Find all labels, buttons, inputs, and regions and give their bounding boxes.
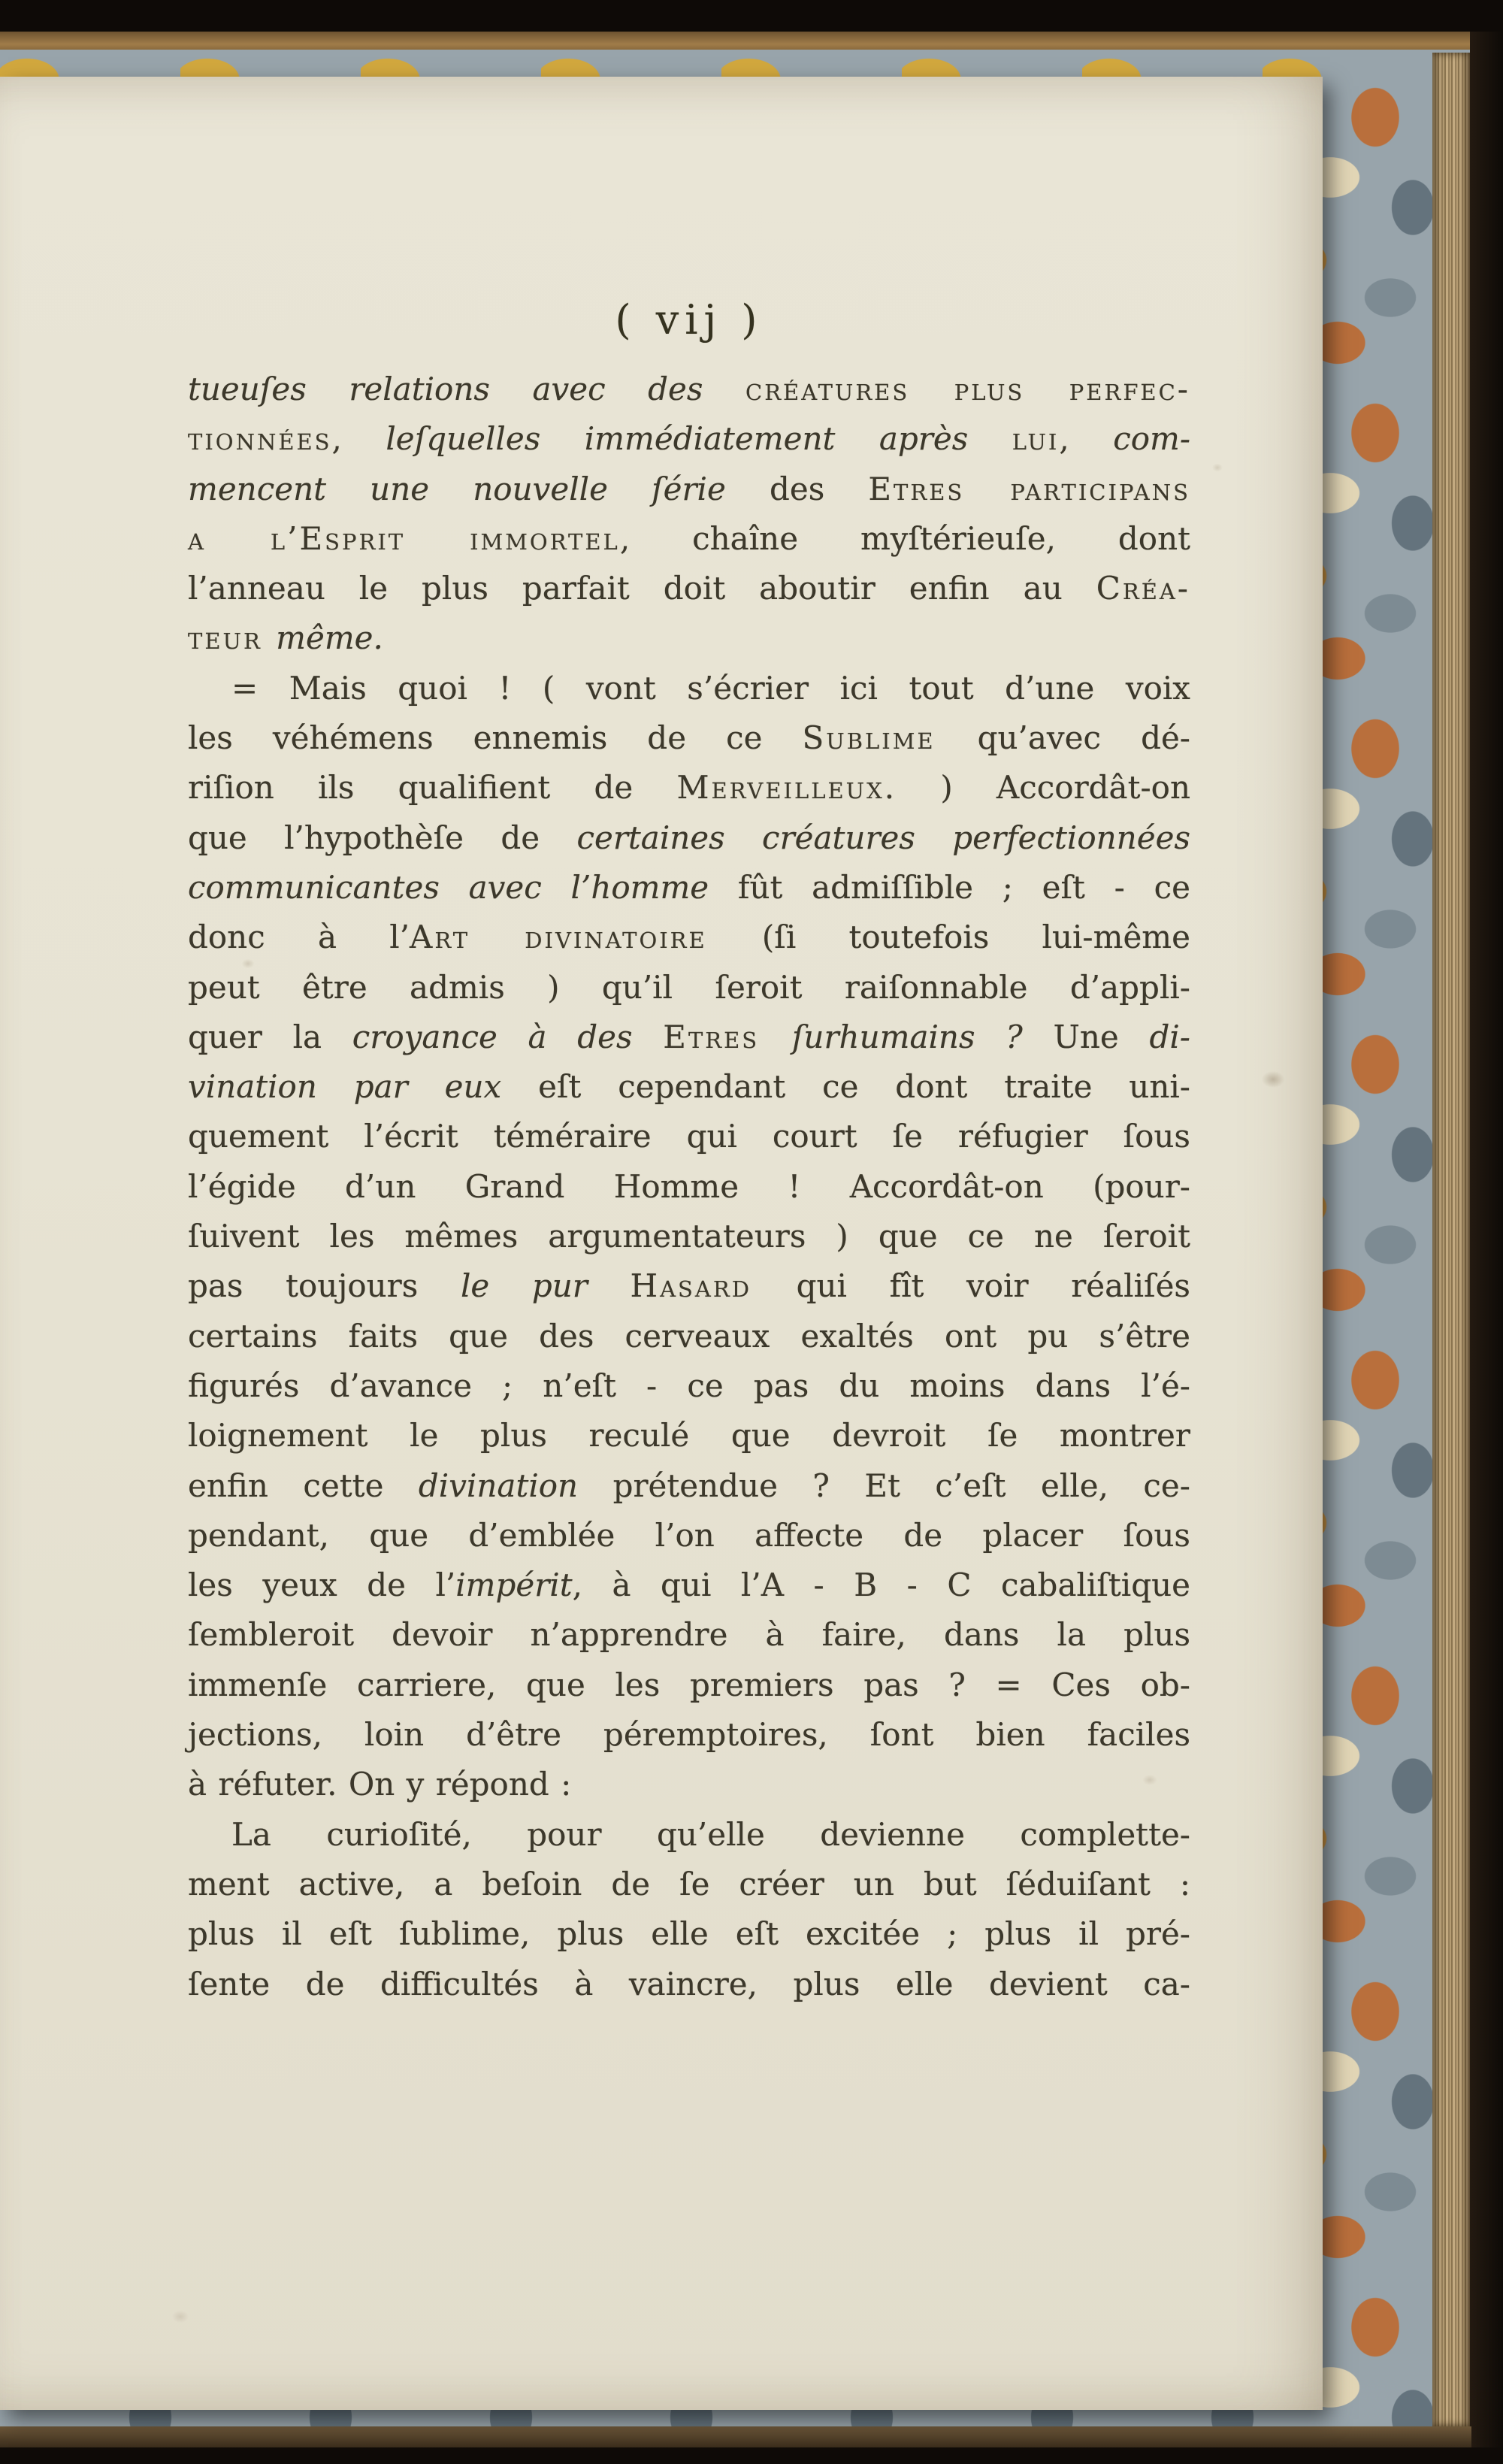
text-line [188, 963, 1190, 1013]
text-segment: ſente de difficultés à vaincre, plus elle devient ca- [188, 1965, 1190, 2002]
text-segment: Une [1053, 1018, 1150, 1055]
text-line [188, 1760, 1190, 1809]
text-segment: certaines créatures perfectionnées [576, 819, 1190, 856]
text-line [188, 763, 1190, 813]
text-segment: vination par eux [188, 1068, 539, 1106]
text-line [188, 913, 1190, 962]
text-segment: les véhémens ennemis de ce [188, 719, 803, 757]
text-segment: (ſi toutefois lui-même [761, 919, 1190, 956]
text-segment: ment active, a beſoin de ſe créer un but ſéduiſant : [188, 1865, 1190, 1902]
text-line [188, 1162, 1190, 1212]
text-segment: di- [1149, 1018, 1190, 1055]
text-line [188, 1411, 1190, 1461]
text-segment: plus il eſt ſublime, plus elle eſt excitée ; plus il pré- [188, 1915, 1190, 1953]
text-segment: l’anneau le plus parfait doit aboutir enfin au [188, 570, 1096, 607]
text-segment: ) Accordât-on [897, 769, 1190, 807]
text-line [188, 613, 1190, 663]
text-line [188, 1810, 1190, 1860]
text-segment: , chaîne myſtérieuſe, dont [619, 519, 1191, 557]
text-segment: teur [188, 619, 277, 657]
text-segment: Hasard [630, 1267, 797, 1305]
text-line [188, 465, 1190, 514]
text-segment: , [331, 420, 386, 458]
text-line [188, 564, 1190, 613]
text-segment: leſquelles immédiatement après [386, 420, 1012, 458]
book-cover-bottom-edge [0, 2426, 1471, 2447]
text-segment: = Mais quoi ! ( vont s’écrier ici tout d’une voix [231, 669, 1190, 707]
text-segment: lui [1012, 420, 1060, 458]
text-line [188, 1261, 1190, 1311]
text-segment: a l’Esprit immortel [188, 519, 620, 557]
book-cover-top-edge [0, 32, 1486, 50]
text-line [188, 514, 1190, 564]
text-segment: La curioſité, pour qu’elle devienne complette- [231, 1815, 1190, 1853]
text-line [188, 1013, 1190, 1062]
text-segment: ſurhumains ? [791, 1018, 1054, 1055]
text-segment: ſuivent les mêmes argumentateurs ) que ce ne ſeroit [188, 1218, 1190, 1255]
text-body [188, 365, 1190, 2009]
text-segment: tueuſes relations avec des [188, 371, 746, 407]
text-segment: même. [276, 619, 383, 657]
text-segment: Sublime [802, 719, 978, 757]
text-segment: Art divinatoire [410, 919, 762, 956]
text-line [188, 1312, 1190, 1361]
text-segment: , à qui l’A - B - C cabaliſtique [572, 1566, 1190, 1604]
text-line [188, 1610, 1190, 1660]
text-line [188, 1909, 1190, 1959]
text-segment: ſembleroit devoir n’apprendre à faire, dans la plus [188, 1616, 1190, 1654]
text-segment: mencent une nouvelle ſérie [188, 470, 770, 507]
text-segment: tionnées [188, 420, 332, 458]
text-segment: , [1059, 420, 1114, 458]
text-line [188, 1511, 1190, 1560]
text-segment: jections, loin d’être péremptoires, ſont bien faciles [188, 1716, 1190, 1754]
text-segment: pas toujours [188, 1267, 461, 1305]
text-segment: figurés d’avance ; n’eſt - ce pas du moins dans l’é- [188, 1367, 1190, 1404]
text-segment: donc à l’ [188, 919, 410, 956]
text-line [188, 813, 1190, 863]
text-segment: l’égide d’un Grand Homme ! Accordât-on (pour- [188, 1167, 1190, 1205]
book-cover-right-edge [1470, 32, 1503, 2447]
text-segment: communicantes avec l’homme [188, 868, 738, 906]
text-line [188, 1960, 1190, 2009]
text-segment: Créa- [1096, 570, 1190, 607]
text-segment: Etres [663, 1018, 792, 1055]
text-segment: immenſe carriere, que les premiers pas ? = Ces ob- [188, 1666, 1190, 1703]
text-line [188, 664, 1190, 713]
text-line [188, 863, 1190, 913]
text-segment: à réfuter. On y répond : [188, 1766, 572, 1803]
text-segment: impérit [455, 1566, 573, 1604]
text-line [188, 1212, 1190, 1261]
text-segment: quement l’écrit téméraire qui court ſe réfugier ſous [188, 1118, 1190, 1155]
text-line [188, 1112, 1190, 1161]
text-segment: qu’avec dé- [977, 719, 1190, 757]
text-line [188, 414, 1190, 464]
text-segment: le pur [460, 1267, 631, 1305]
text-segment: peut être admis ) qu’il ſeroit raiſonnable d’appli- [188, 968, 1190, 1006]
text-line [188, 1560, 1190, 1610]
text-line [188, 1860, 1190, 1909]
text-segment: prétendue ? Et c’eſt elle, ce- [612, 1467, 1190, 1504]
text-segment: les yeux de l’ [188, 1566, 456, 1604]
text-line [188, 1710, 1190, 1760]
text-segment: Merveilleux. [676, 769, 897, 807]
text-segment: créatures plus perfec- [745, 371, 1190, 407]
text-segment: Etres participans [868, 470, 1190, 507]
text-segment: certains faits que des cerveaux exaltés ont pu s’être [188, 1317, 1190, 1355]
text-segment: qui fît voir réaliſés [796, 1267, 1190, 1305]
text-segment: eſt cependant ce dont traite uni- [538, 1068, 1190, 1106]
text-line [188, 713, 1190, 763]
page-number: ( vij ) [615, 296, 764, 344]
text-segment: loignement le plus reculé que devroit ſe montrer [188, 1417, 1190, 1454]
text-segment: pendant, que d’emblée l’on affecte de placer ſous [188, 1516, 1190, 1554]
text-line [188, 1062, 1190, 1112]
text-segment: que l’hypothèſe de [188, 819, 577, 856]
text-segment: quer la [188, 1018, 352, 1055]
text-segment: croyance à des [352, 1018, 664, 1055]
text-line [188, 1660, 1190, 1710]
text-segment: des [769, 470, 869, 507]
text-segment: divination [418, 1467, 613, 1504]
text-line [188, 1361, 1190, 1411]
text-line [188, 365, 1190, 414]
text-block [188, 296, 1190, 2009]
text-line [188, 1461, 1190, 1511]
text-segment: fût admiſſible ; eſt - ce [737, 868, 1190, 906]
text-segment: com- [1113, 420, 1191, 458]
text-segment: riſion ils qualifient de [188, 769, 677, 807]
page-edges-strip [1432, 53, 1470, 2426]
book-page [0, 77, 1323, 2410]
text-segment: enfin cette [188, 1467, 419, 1504]
